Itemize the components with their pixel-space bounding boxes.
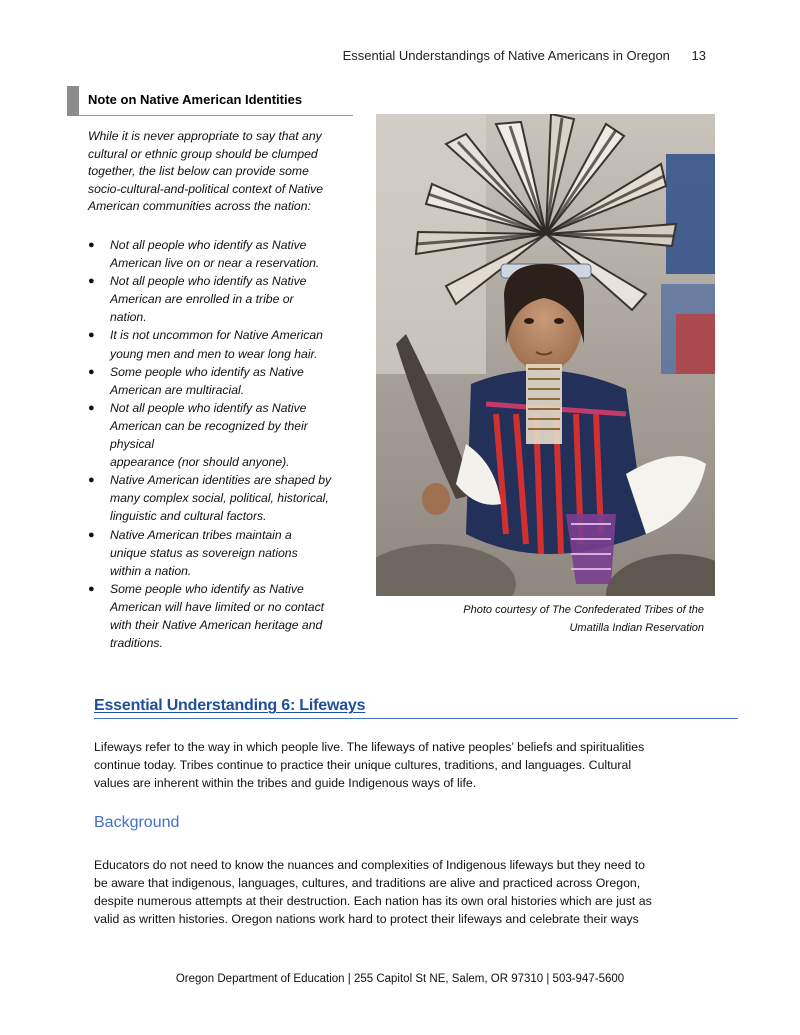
list-item: ● It is not uncommon for Native American young men and men to wear long hair. — [88, 328, 323, 361]
dancer-photo — [376, 114, 715, 596]
note-intro-line: socio-cultural-and-political context of Native — [88, 181, 324, 196]
note-intro-line: together, the list below can provide some — [88, 164, 309, 179]
paragraph-line: despite numerous attempts at their destruction. Each nation has its own oral histories which are just as — [94, 894, 652, 908]
paragraph-line: be aware that indigenous, languages, cultures, and traditions are alive and practiced across Oregon, — [94, 876, 641, 890]
note-accent-bar — [67, 86, 79, 116]
background-paragraph — [94, 856, 734, 928]
bullet-icon: ● — [88, 239, 95, 251]
list-item: ● Native American tribes maintain a unique status as sovereign nations within a nation. — [88, 527, 298, 578]
bullet-icon: ● — [88, 275, 95, 288]
dancer-illustration — [376, 114, 715, 596]
photo-caption-line: Umatilla Indian Reservation — [569, 622, 704, 634]
list-item: ● Not all people who identify as Native American live on or near a reservation. — [88, 238, 320, 271]
paragraph-line: Lifeways refer to the way in which people live. The lifeways of native peoples’ beliefs and spiritualities — [94, 740, 645, 754]
note-intro-line: cultural or ethnic group should be clumped — [88, 146, 318, 161]
list-item: ● Some people who identify as Native American will have limited or no contact with their Native American heritage and traditions. — [88, 581, 325, 651]
bullet-icon: ● — [88, 329, 95, 342]
section-heading-text: Essential Understanding 6: Lifeways — [94, 697, 366, 714]
running-footer: Oregon Department of Education | 255 Capitol St NE, Salem, OR 97310 | 503-947-5600 — [175, 973, 625, 985]
list-item: ● Not all people who identify as Native American are enrolled in a tribe or nation. — [88, 274, 307, 325]
paragraph-line: valid as written histories. Oregon nations work hard to protect their lifeways and celebrate their ways — [94, 912, 639, 926]
note-intro-line: While it is never appropriate to say that any — [88, 129, 322, 143]
section-heading — [94, 697, 738, 719]
running-header — [0, 48, 706, 63]
bullet-icon: ● — [88, 401, 95, 414]
bullet-icon: ● — [88, 528, 95, 541]
bullet-icon: ● — [88, 365, 95, 378]
photo-caption — [420, 601, 704, 637]
background-subheading: Background — [94, 814, 180, 831]
document-title: Essential Understandings of Native Americans in Oregon — [342, 48, 670, 63]
paragraph-line: values are inherent within the tribes and guide Indigenous ways of life. — [94, 776, 477, 790]
note-box — [67, 86, 353, 116]
lifeways-paragraph — [94, 738, 734, 792]
page-number: 13 — [691, 48, 706, 63]
bullet-icon: ● — [88, 474, 95, 487]
photo-caption-line: Photo courtesy of The Confederated Tribes of the — [463, 604, 704, 616]
note-heading-text: Note on Native American Identities — [88, 92, 303, 107]
paragraph-line: continue today. Tribes continue to practice their unique cultures, traditions, and languages. Cultural — [94, 758, 632, 772]
paragraph-line: Educators do not need to know the nuances and complexities of Indigenous lifeways but they need to — [94, 858, 645, 872]
note-intro — [88, 128, 358, 216]
note-intro-line: American communities across the nation: — [88, 199, 311, 214]
bullet-icon: ● — [88, 582, 95, 595]
identity-notes-list — [88, 236, 358, 652]
note-heading — [67, 86, 353, 116]
list-item: ● Native American identities are shaped by many complex social, political, historical, linguistic and cultural factors. — [88, 473, 332, 524]
list-item: ● Not all people who identify as Native American can be recognized by their physical appearance (nor should anyone). — [88, 400, 308, 470]
list-item: ● Some people who identify as Native American are multiracial. — [88, 364, 304, 397]
